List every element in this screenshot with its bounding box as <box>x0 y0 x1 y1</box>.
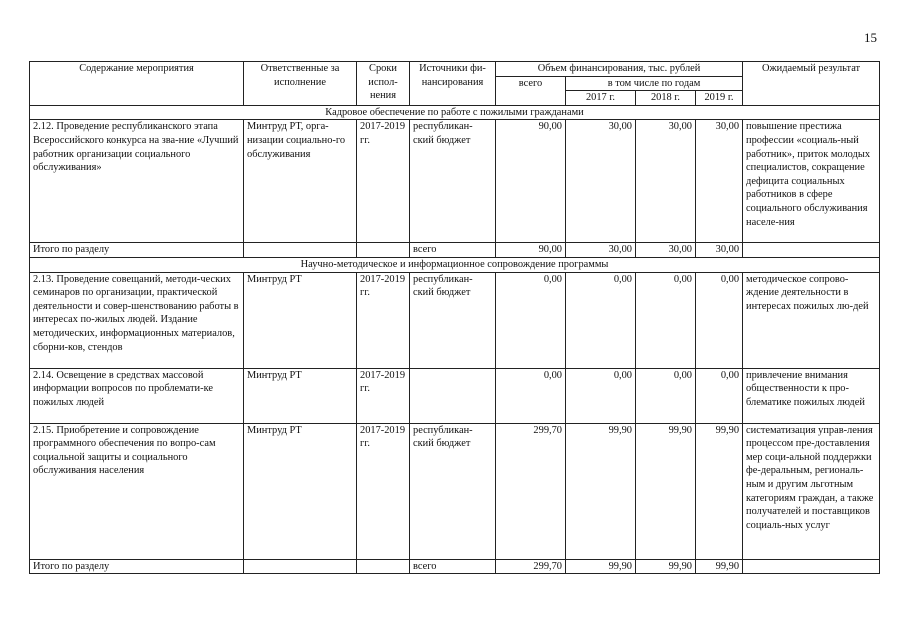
summary-source: всего <box>410 559 496 574</box>
header-sources: Источники фи-нансирования <box>410 62 496 106</box>
summary-source: всего <box>410 243 496 258</box>
table-header <box>30 62 880 106</box>
row-content: 2.15. Приобретение и сопровождение программного обеспечения по вопро-сам социальной защиты и социального обслуживания населения <box>30 423 244 559</box>
row-y2018: 99,90 <box>636 423 696 559</box>
row-result: повышение престижа профессии «социаль-ный работник», приток молодых специалистов, сокращение дефицита социальных работников в сфере социального обслуживания населе-ния <box>743 120 880 243</box>
page-number: 15 <box>864 30 877 45</box>
row-content: 2.12. Проведение республиканского этапа Всероссийского конкурса на зва-ние «Лучший работник организации социального обслуживания» <box>30 120 244 243</box>
row-result: методическое сопрово-ждение деятельности в интересах пожилых лю-дей <box>743 272 880 368</box>
row-result: систематизация управ-ления процессом пре-доставления мер соци-альной поддержки фе-деральным, региональ-ным и другим льготным категориям граждан, а также получателей и поставщиков социаль-ных услуг <box>743 423 880 559</box>
row-responsible: Минтруд РТ <box>244 423 357 559</box>
header-year-2017: 2017 г. <box>566 91 636 106</box>
row-y2019: 0,00 <box>696 368 743 423</box>
summary-term <box>357 559 410 574</box>
summary-result <box>743 243 880 258</box>
summary-row <box>30 559 880 574</box>
summary-y2018: 30,00 <box>636 243 696 258</box>
header-responsible: Ответственные за исполнение <box>244 62 357 106</box>
header-funding: Объем финансирования, тыс. рублей <box>496 62 743 77</box>
row-y2019: 30,00 <box>696 120 743 243</box>
section-title-row <box>30 105 880 120</box>
row-content: 2.13. Проведение совещаний, методи-ческих семинаров по организации, практической деятельности и совер-шенствованию работы в интересах по-жилых людей. Издание методических, информационных материалов, сборни-ков, стендов <box>30 272 244 368</box>
row-y2019: 99,90 <box>696 423 743 559</box>
table-row <box>30 120 880 243</box>
row-y2018: 0,00 <box>636 272 696 368</box>
row-y2017: 0,00 <box>566 368 636 423</box>
row-term: 2017-2019 гг. <box>357 120 410 243</box>
row-source: республикан-ский бюджет <box>410 120 496 243</box>
row-responsible: Минтруд РТ <box>244 368 357 423</box>
row-source <box>410 368 496 423</box>
table-row <box>30 368 880 423</box>
header-result: Ожидаемый результат <box>743 62 880 106</box>
row-content: 2.14. Освещение в средствах массовой информации вопросов по проблемати-ке пожилых людей <box>30 368 244 423</box>
summary-responsible <box>244 559 357 574</box>
summary-result <box>743 559 880 574</box>
summary-label: Итого по разделу <box>30 559 244 574</box>
row-term: 2017-2019 гг. <box>357 368 410 423</box>
summary-label: Итого по разделу <box>30 243 244 258</box>
header-by-years: в том числе по годам <box>566 76 743 91</box>
header-terms: Сроки испол-нения <box>357 62 410 106</box>
summary-row <box>30 243 880 258</box>
row-y2017: 30,00 <box>566 120 636 243</box>
summary-y2019: 99,90 <box>696 559 743 574</box>
table-row <box>30 423 880 559</box>
row-source: республикан-ский бюджет <box>410 423 496 559</box>
row-result: привлечение внимания общественности к про-блематике пожилых людей <box>743 368 880 423</box>
section-title: Научно-методическое и информационное сопровождение программы <box>30 257 880 272</box>
row-total: 299,70 <box>496 423 566 559</box>
row-total: 90,00 <box>496 120 566 243</box>
table-row <box>30 272 880 368</box>
row-total: 0,00 <box>496 368 566 423</box>
row-term: 2017-2019 гг. <box>357 272 410 368</box>
section-title-row <box>30 257 880 272</box>
header-year-2019: 2019 г. <box>696 91 743 106</box>
summary-term <box>357 243 410 258</box>
summary-responsible <box>244 243 357 258</box>
row-y2017: 99,90 <box>566 423 636 559</box>
header-year-2018: 2018 г. <box>636 91 696 106</box>
row-term: 2017-2019 гг. <box>357 423 410 559</box>
row-total: 0,00 <box>496 272 566 368</box>
summary-y2019: 30,00 <box>696 243 743 258</box>
summary-total: 90,00 <box>496 243 566 258</box>
summary-total: 299,70 <box>496 559 566 574</box>
row-source: республикан-ский бюджет <box>410 272 496 368</box>
section-title: Кадровое обеспечение по работе с пожилыми гражданами <box>30 105 880 120</box>
program-table <box>29 61 880 574</box>
summary-y2018: 99,90 <box>636 559 696 574</box>
row-y2017: 0,00 <box>566 272 636 368</box>
row-responsible: Минтруд РТ, орга-низации социально-го обслуживания <box>244 120 357 243</box>
header-content: Содержание мероприятия <box>30 62 244 106</box>
row-y2018: 0,00 <box>636 368 696 423</box>
header-total: всего <box>496 76 566 105</box>
row-y2019: 0,00 <box>696 272 743 368</box>
summary-y2017: 30,00 <box>566 243 636 258</box>
row-y2018: 30,00 <box>636 120 696 243</box>
row-responsible: Минтруд РТ <box>244 272 357 368</box>
summary-y2017: 99,90 <box>566 559 636 574</box>
